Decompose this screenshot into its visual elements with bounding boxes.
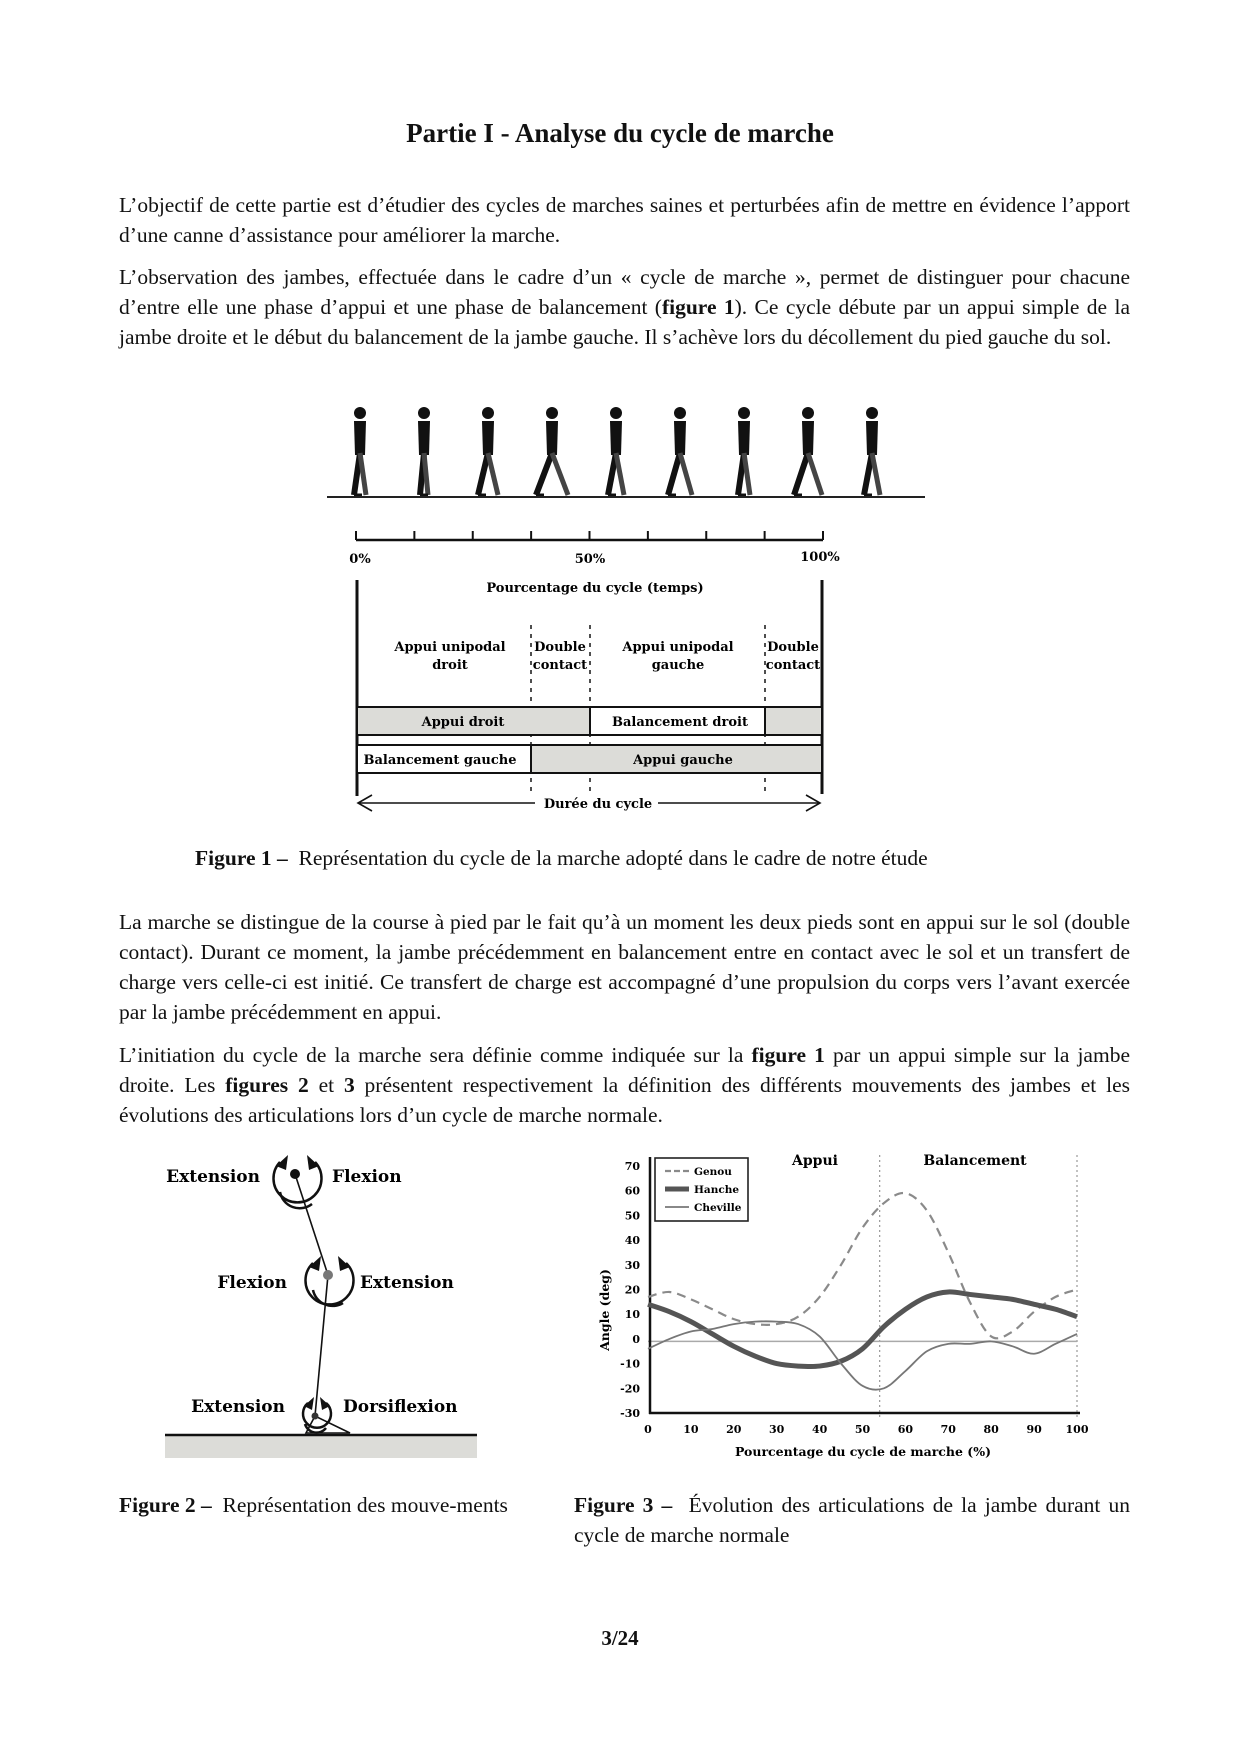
y-tick-label: 40 <box>624 1234 640 1248</box>
caption-label: Figure 2 – <box>119 1493 212 1517</box>
knee-extension-label: Extension <box>360 1273 454 1293</box>
walker-silhouette-icon <box>738 407 750 495</box>
phase-label-swing: Balancement <box>923 1153 1027 1169</box>
text-run: par un appui simple sur la jambe droite. Les <box>119 1043 1130 1097</box>
caption-text: Évolution des articulations de la jambe durant un cycle de marche normale <box>574 1493 1130 1547</box>
legend-label: Hanche <box>694 1184 740 1196</box>
duration-label: Durée du cycle <box>543 797 653 812</box>
phase-label: gauche <box>651 658 705 673</box>
text-run: présentent respectivement la définition des différents mouvements des jambes et les évolutions des articulations lors d’un cycle de marche normale. <box>119 1073 1130 1127</box>
walker-silhouette-icon <box>418 407 430 495</box>
hip-joint <box>290 1169 300 1179</box>
paragraph-cycle-observation <box>119 262 1130 352</box>
figure-reference: figures 2 <box>225 1073 309 1097</box>
legend-label: Cheville <box>694 1202 742 1214</box>
ankle-joint <box>312 1413 319 1420</box>
joint-angle-chart <box>590 1145 1120 1475</box>
phase-label-stance: Appui <box>792 1153 838 1169</box>
ankle-dorsiflexion-label: Dorsiflexion <box>343 1397 458 1417</box>
foot-segment <box>306 1416 350 1433</box>
phase-label: Double <box>534 640 586 655</box>
y-tick-label: -10 <box>620 1357 640 1371</box>
figure2-caption <box>119 1490 524 1520</box>
x-tick-label: 100 <box>1065 1423 1089 1436</box>
x-tick-label: 20 <box>726 1423 742 1436</box>
walkers-group <box>354 407 880 495</box>
figure3-caption <box>574 1490 1130 1550</box>
paragraph-double-contact: La marche se distingue de la course à pied par le fait qu’à un moment les deux pieds sont en appui sur le sol (double contact). Durant ce moment, la jambe précédemment en balancement entre en contact avec le sol et un transfert de charge vers celle-ci est initié. Ce transfert de charge est accompagné d’une propulsion du corps vers l’avant exercée par la jambe précédemment en appui. <box>119 910 1130 1024</box>
ruler-label-100: 100% <box>800 550 840 565</box>
paragraph-objective: L’objectif de cette partie est d’étudier des cycles de marches saines et perturbées afin de mettre en évidence l’apport d’une canne d’assistance pour améliorer la marche. <box>119 193 1130 247</box>
phase-label: droit <box>432 658 468 673</box>
text-run: et <box>308 1073 344 1097</box>
text-run: L’initiation du cycle de la marche sera définie comme indiquée sur la <box>119 1043 752 1067</box>
walker-silhouette-icon <box>354 407 366 495</box>
axis-title: Pourcentage du cycle (temps) <box>486 581 704 596</box>
caption-label: Figure 1 – <box>195 846 288 870</box>
phase-label: contact <box>532 658 588 673</box>
walker-silhouette-icon <box>536 407 568 495</box>
shank-segment <box>315 1275 328 1416</box>
x-tick-label: 70 <box>940 1423 956 1436</box>
y-tick-label: 70 <box>624 1160 640 1173</box>
x-tick-label: 10 <box>683 1423 699 1436</box>
right-swing-label: Balancement droit <box>612 715 748 730</box>
paragraph-initiation <box>119 1040 1130 1130</box>
phase-label: Appui unipodal <box>622 640 734 655</box>
legend-label: Genou <box>694 1166 732 1178</box>
x-tick-label: 60 <box>897 1423 914 1436</box>
chart-legend <box>655 1158 748 1221</box>
y-tick-label: 60 <box>624 1184 640 1198</box>
walker-silhouette-icon <box>668 407 692 495</box>
arrowheads-icon <box>276 1155 350 1410</box>
left-swing-label: Balancement gauche <box>363 753 517 768</box>
y-tick-label: -30 <box>620 1407 640 1420</box>
page-number: 3/24 <box>601 1626 639 1650</box>
hip-extension-label: Extension <box>166 1167 260 1187</box>
rotation-arrows-icon <box>274 1162 354 1433</box>
phase-label: contact <box>765 658 821 673</box>
y-tick-label: 30 <box>624 1258 640 1272</box>
phase-label: Double <box>767 640 819 655</box>
walker-silhouette-icon <box>794 407 822 495</box>
x-axis-label: Pourcentage du cycle de marche (%) <box>734 1444 992 1459</box>
figure-reference: figure 1 <box>661 295 735 319</box>
figure-reference: 3 <box>343 1073 355 1097</box>
ground-block <box>165 1435 477 1458</box>
right-stance-label: Appui droit <box>421 715 505 730</box>
y-tick-label: 0 <box>632 1332 640 1346</box>
x-tick-label: 80 <box>983 1423 999 1436</box>
walker-silhouette-icon <box>608 407 624 495</box>
x-tick-label: 40 <box>811 1423 828 1436</box>
phase-label: Appui unipodal <box>394 640 506 655</box>
caption-text: Représentation des mouve-ments <box>222 1493 508 1517</box>
gait-cycle-diagram <box>320 530 920 820</box>
figure-reference: figure 1 <box>751 1043 825 1067</box>
y-axis-label: Angle (deg) <box>597 1269 612 1351</box>
ruler-label-0: 0% <box>349 552 371 567</box>
caption-text: Représentation du cycle de la marche adopté dans le cadre de notre étude <box>298 846 928 870</box>
y-tick-label: -20 <box>620 1382 640 1396</box>
text-run: L’observation des jambes, effectuée dans le cadre d’un « cycle de marche », permet de distinguer pour chacune d’entre elle une phase d’appui et une phase de balancement ( <box>119 265 1130 319</box>
walker-silhouette-icon <box>478 407 498 495</box>
x-tick-label: 90 <box>1026 1423 1042 1436</box>
ruler-label-50: 50% <box>574 552 606 567</box>
knee-joint <box>323 1270 333 1280</box>
leg-movements-diagram <box>150 1140 490 1460</box>
caption-label: Figure 3 – <box>574 1493 673 1517</box>
y-tick-label: 20 <box>624 1283 640 1297</box>
thigh-segment <box>295 1174 328 1275</box>
ankle-extension-label: Extension <box>191 1397 285 1417</box>
y-tick-label: 50 <box>624 1209 640 1223</box>
left-stance-label: Appui gauche <box>633 753 733 768</box>
page-title: Partie I - Analyse du cycle de marche <box>406 118 834 148</box>
hip-flexion-label: Flexion <box>332 1167 402 1187</box>
text-run: ). Ce cycle débute par un appui simple de la jambe droite et le début du balancement de la jambe gauche. Il s’achève lors du décollement du pied gauche du sol. <box>119 295 1130 349</box>
y-tick-label: 10 <box>624 1308 640 1322</box>
walker-silhouette-icon <box>864 407 880 495</box>
x-tick-label: 50 <box>854 1423 871 1436</box>
x-tick-label: 0 <box>644 1423 652 1436</box>
figure1-caption <box>195 843 1095 873</box>
x-tick-label: 30 <box>769 1423 785 1436</box>
walking-silhouettes <box>327 405 927 505</box>
knee-flexion-label: Flexion <box>217 1273 287 1293</box>
percentage-ruler <box>356 531 823 540</box>
